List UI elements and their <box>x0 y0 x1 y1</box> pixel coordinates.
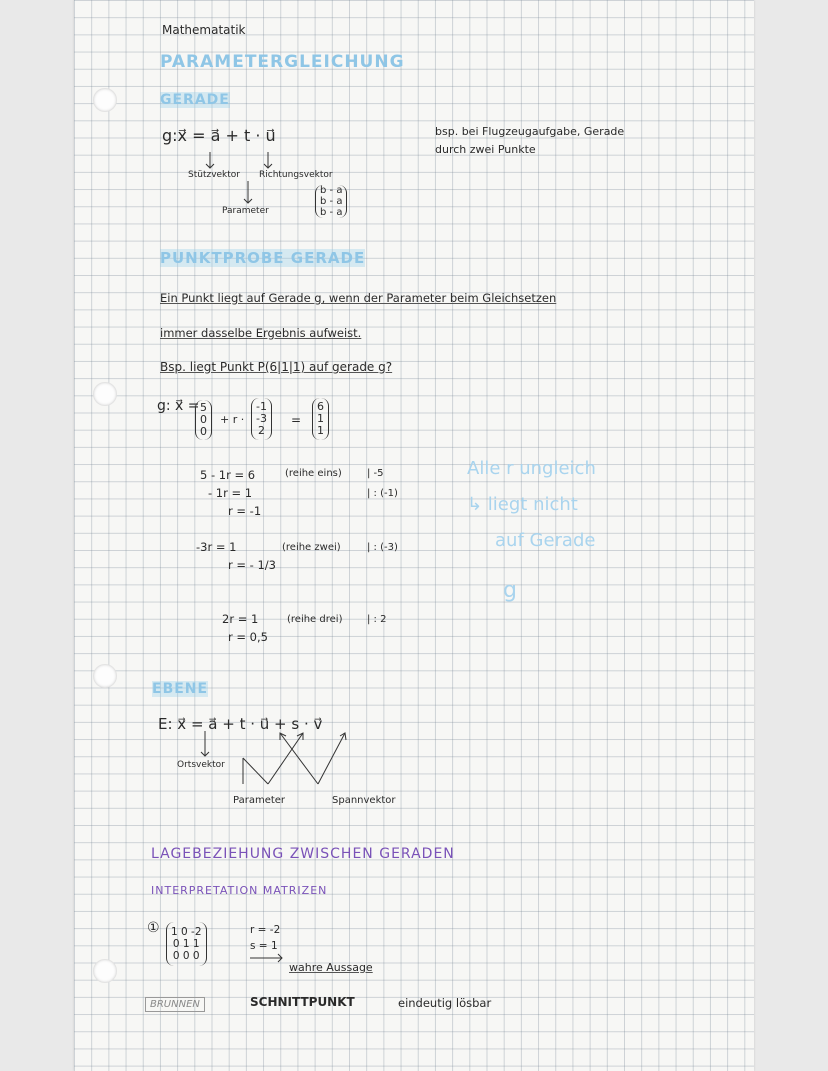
note-line1: bsp. bei Flugzeugaufgabe, Gerade <box>435 125 625 138</box>
conclusion-line2: ↳ liegt nicht <box>467 494 578 515</box>
vector-u: -1 -3 2 <box>251 398 272 440</box>
row3-result: r = 0,5 <box>228 630 268 644</box>
line-equation: g:x⃗ = a⃗ + t · u⃗ <box>162 126 276 145</box>
heading-parametergleichung: PARAMETERGLEICHUNG <box>160 52 405 72</box>
row1-result: r = -1 <box>228 504 262 518</box>
plus-r: + r · <box>220 413 245 426</box>
heading-ebene: EBENE <box>152 681 209 697</box>
vector-p: 6 1 1 <box>312 398 329 440</box>
rule-line1: Ein Punkt liegt auf Gerade g, wenn der Parameter beim Gleichsetzen <box>160 291 557 305</box>
note-line2: durch zwei Punkte <box>435 143 536 156</box>
heading-punktprobe: PUNKTPROBE GERADE <box>160 249 366 267</box>
ortsvektor-label: Ortsvektor <box>177 760 225 770</box>
direction-vector: b - a b - a b - a <box>315 185 347 218</box>
spannvektor-label: Spannvektor <box>332 795 396 806</box>
row2-equation: -3r = 1 <box>196 540 237 554</box>
subject-title: Mathematatik <box>162 23 246 37</box>
row1-op: | -5 <box>367 468 384 479</box>
parameter-label: Parameter <box>222 206 269 216</box>
notebook-page <box>74 0 754 1071</box>
equals-sign: = <box>291 413 302 427</box>
punch-hole <box>93 382 117 406</box>
wahre-aussage: wahre Aussage <box>289 961 373 974</box>
example-text: Bsp. liegt Punkt P(6|1|1) auf gerade g? <box>160 360 393 374</box>
punch-hole <box>93 88 117 112</box>
parameter-label-ebene: Parameter <box>233 795 286 806</box>
item-number: ① <box>147 920 160 936</box>
punch-hole <box>93 959 117 983</box>
row3-op: | : 2 <box>367 614 387 625</box>
plane-equation: E: x⃗ = a⃗ + t · u⃗ + s · v⃗ <box>158 715 323 733</box>
r-value: r = -2 <box>250 924 281 936</box>
row3-label: (reihe drei) <box>287 614 343 625</box>
stuetzvektor-label: Stützvektor <box>188 170 241 180</box>
s-value: s = 1 <box>250 940 278 952</box>
conclusion-line1: Alle r ungleich <box>467 458 596 479</box>
vector-a: 5 0 0 <box>195 400 212 440</box>
conclusion-line3: auf Gerade <box>495 530 596 551</box>
row2-result: r = - 1/3 <box>228 558 276 572</box>
rule-line2: immer dasselbe Ergebnis aufweist. <box>160 326 362 340</box>
g-label: g: x⃗ = <box>157 398 200 414</box>
row2-label: (reihe zwei) <box>282 542 341 553</box>
schnittpunkt-label: SCHNITTPUNKT <box>250 995 355 1009</box>
richtungsvektor-label: Richtungsvektor <box>259 170 333 180</box>
punch-hole <box>93 664 117 688</box>
row1-equation: 5 - 1r = 6 <box>200 468 256 482</box>
row1-label: (reihe eins) <box>285 468 342 479</box>
eindeutig-loesbar: eindeutig lösbar <box>398 996 492 1010</box>
matrix-1: 1 0 -2 0 1 1 0 0 0 <box>166 922 207 966</box>
conclusion-line4: g <box>503 578 517 603</box>
row1-step: - 1r = 1 <box>208 486 253 500</box>
row1-op2: | : (-1) <box>367 488 398 499</box>
subheading-interpretation: INTERPRETATION MATRIZEN <box>151 884 328 897</box>
brand-logo: BRUNNEN <box>145 997 205 1012</box>
row3-equation: 2r = 1 <box>222 612 259 626</box>
heading-lagebeziehung: LAGEBEZIEHUNG ZWISCHEN GERADEN <box>151 846 455 862</box>
subheading-gerade: GERADE <box>160 92 230 108</box>
row2-op: | : (-3) <box>367 542 398 553</box>
